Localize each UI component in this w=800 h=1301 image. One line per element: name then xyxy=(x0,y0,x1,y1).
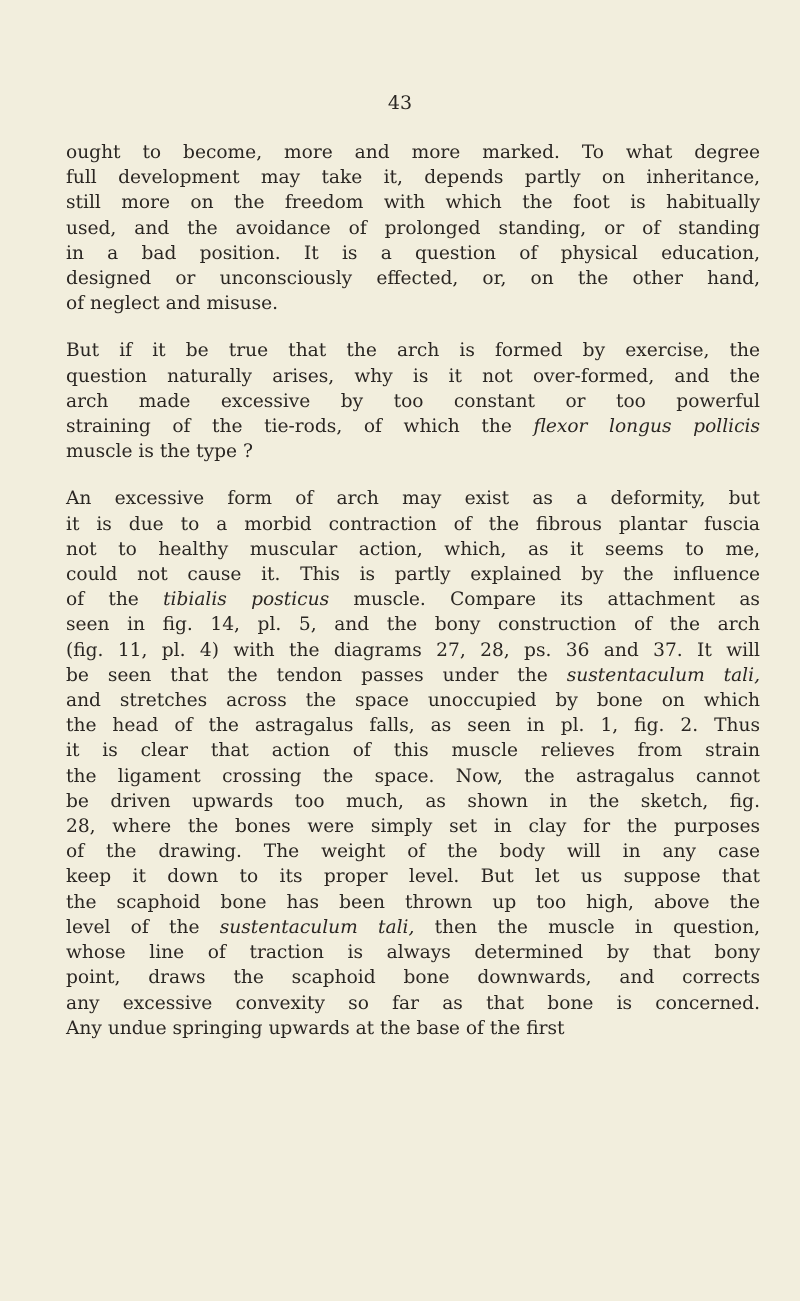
body-text xyxy=(66,140,760,1063)
text-line: the head of the astragalus falls, as seen in pl. 1, fig. 2. Thus xyxy=(66,715,760,737)
text-line: question naturally arises, why is it not over-formed, and the xyxy=(66,365,760,387)
text-line: level of the sustentaculum tali, then the muscle in question, xyxy=(66,916,760,938)
text-line: But if it be true that the arch is formed by exercise, the xyxy=(66,340,760,362)
text-line: muscle is the type ? xyxy=(66,441,253,463)
text-line: used, and the avoidance of prolonged standing, or of standing xyxy=(66,217,760,239)
text-line: full development may take it, depends partly on inheritance, xyxy=(66,167,760,189)
text-line: still more on the freedom with which the foot is habitually xyxy=(66,192,760,214)
italic-term: sustentaculum tali, xyxy=(566,664,760,686)
text-line: the ligament crossing the space. Now, the astragalus cannot xyxy=(66,765,760,787)
text-line: designed or unconsciously effected, or, on the other hand, xyxy=(66,268,760,290)
page-number: 43 xyxy=(387,92,413,114)
text-line: whose line of traction is always determined by that bony xyxy=(66,942,760,964)
text-line: of the tibialis posticus muscle. Compare its attachment as xyxy=(66,589,760,611)
text-line: arch made excessive by too constant or too powerful xyxy=(66,390,760,412)
text-line: point, draws the scaphoid bone downwards, and corrects xyxy=(66,967,760,989)
text-line: keep it down to its proper level. But let us suppose that xyxy=(66,866,760,888)
text-line: in a bad position. It is a question of physical education, xyxy=(66,242,760,264)
text-line: it is clear that action of this muscle relieves from strain xyxy=(66,740,760,762)
text-line: be seen that the tendon passes under the sustentaculum tali, xyxy=(66,664,760,686)
text-line: could not cause it. This is partly explained by the influence xyxy=(66,564,760,586)
paragraph xyxy=(66,140,760,316)
text-line: it is due to a morbid contraction of the fibrous plantar fuscia xyxy=(66,513,760,535)
italic-term: flexor longus pollicis xyxy=(533,416,761,438)
text-line: of the drawing. The weight of the body will in any case xyxy=(66,841,760,863)
text-line: not to healthy muscular action, which, as it seems to me, xyxy=(66,538,760,560)
text-line: of neglect and misuse. xyxy=(66,293,279,315)
italic-term: tibialis posticus xyxy=(163,589,330,611)
text-line: the scaphoid bone has been thrown up too high, above the xyxy=(66,891,760,913)
text-line: seen in fig. 14, pl. 5, and the bony construction of the arch xyxy=(66,614,760,636)
text-line: be driven upwards too much, as shown in the sketch, fig. xyxy=(66,790,760,812)
text-line: straining of the tie-rods, of which the flexor longus pollicis xyxy=(66,416,761,438)
italic-term: sustentaculum tali, xyxy=(219,916,415,938)
text-line: and stretches across the space unoccupied by bone on which xyxy=(66,690,760,712)
paragraph xyxy=(66,486,760,1040)
text-line: any excessive convexity so far as that bone is concerned. xyxy=(66,992,760,1014)
paragraph xyxy=(66,338,760,464)
text-line: 28, where the bones were simply set in clay for the purposes xyxy=(66,816,760,838)
text-line: An excessive form of arch may exist as a deformity, but xyxy=(66,488,760,510)
text-line: ought to become, more and more marked. To what degree xyxy=(66,142,760,163)
text-line: Any undue springing upwards at the base of the first xyxy=(66,1017,565,1039)
text-line: (fig. 11, pl. 4) with the diagrams 27, 28, ps. 36 and 37. It will xyxy=(66,639,760,661)
